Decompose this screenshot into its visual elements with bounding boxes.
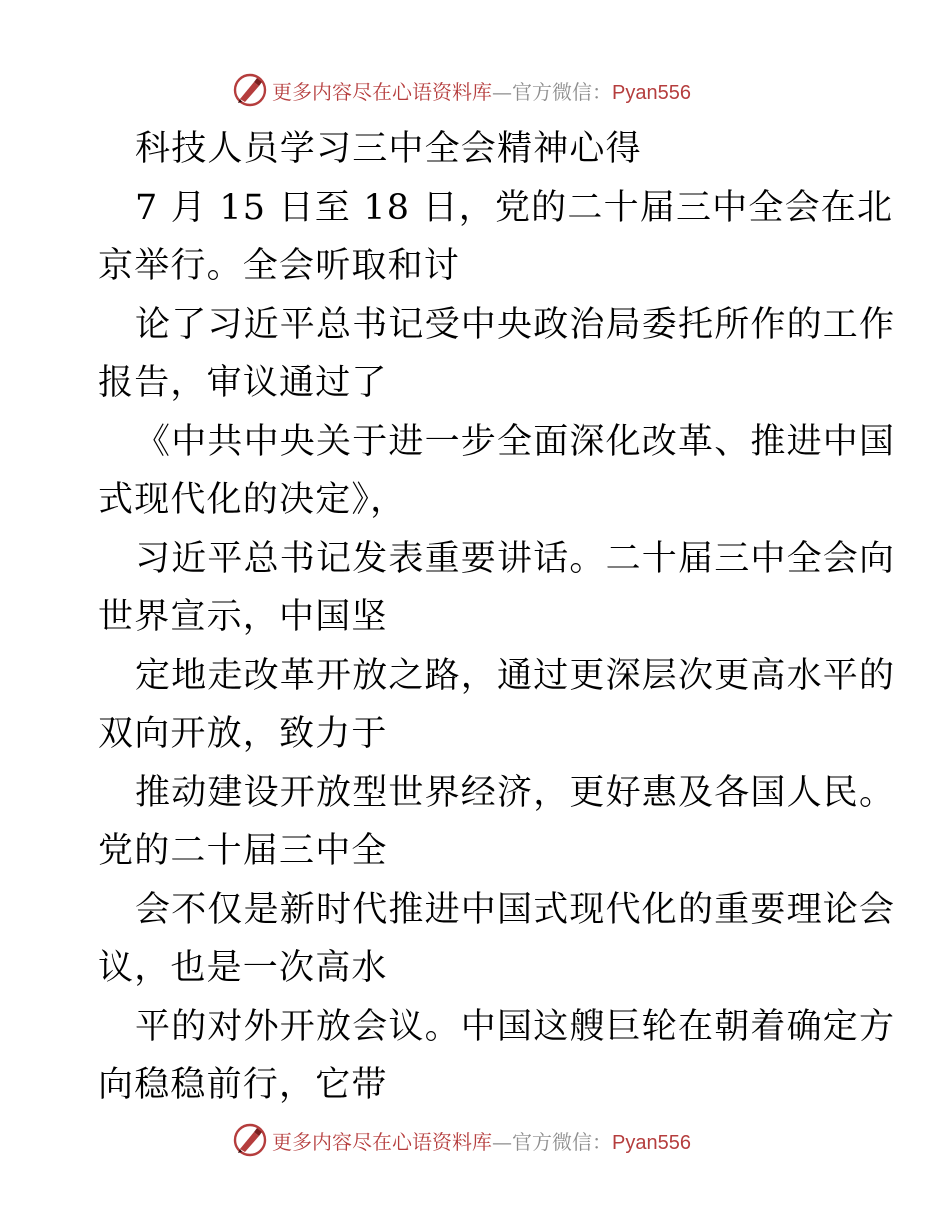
body-line: 向稳稳前行，它带 <box>98 1065 388 1105</box>
banner-text <box>272 1126 691 1155</box>
footer-banner <box>232 1120 732 1160</box>
body-line: 会不仅是新时代推进中国式现代化的重要理论会 <box>135 889 896 930</box>
body-line: 平的对外开放会议。中国这艘巨轮在朝着确定方 <box>135 1006 896 1047</box>
banner-wechat-id: Pyan556 <box>612 1131 691 1154</box>
body-line: 7 月 15 日至 18 日，党的二十届三中全会在北 <box>135 187 894 228</box>
body-line: 报告，审议通过了 <box>98 363 388 403</box>
body-line: 式现代化的决定》， <box>98 480 407 520</box>
pen-logo-icon <box>232 72 268 108</box>
document-title: 科技人员学习三中全会精神心得 <box>135 129 642 169</box>
banner-wechat-id: Pyan556 <box>612 81 691 104</box>
header-banner <box>232 70 732 110</box>
body-line: 论了习近平总书记受中央政治局委托所作的工作 <box>135 304 896 345</box>
body-line: 议，也是一次高水 <box>98 948 388 988</box>
banner-separator: — <box>492 1129 512 1154</box>
banner-text <box>272 76 691 105</box>
body-line: 世界宣示，中国坚 <box>98 597 388 637</box>
body-line: 党的二十届三中全 <box>98 831 388 871</box>
body-line: 双向开放，致力于 <box>98 714 388 754</box>
banner-main-text: 更多内容尽在心语资料库 <box>272 79 492 104</box>
document-body <box>98 120 896 1115</box>
body-line: 《中共中央关于进一步全面深化改革、推进中国 <box>135 421 896 462</box>
body-line: 京举行。全会听取和讨 <box>98 246 461 286</box>
body-line: 习近平总书记发表重要讲话。二十届三中全会向 <box>135 538 896 579</box>
banner-separator: — <box>492 79 512 104</box>
pen-logo-icon <box>232 1122 268 1158</box>
banner-main-text: 更多内容尽在心语资料库 <box>272 1129 492 1154</box>
body-line: 推动建设开放型世界经济，更好惠及各国人民。 <box>135 772 896 813</box>
body-line: 定地走改革开放之路，通过更深层次更高水平的 <box>135 655 896 696</box>
banner-wechat-label: 官方微信： <box>512 79 612 104</box>
banner-wechat-label: 官方微信： <box>512 1129 612 1154</box>
